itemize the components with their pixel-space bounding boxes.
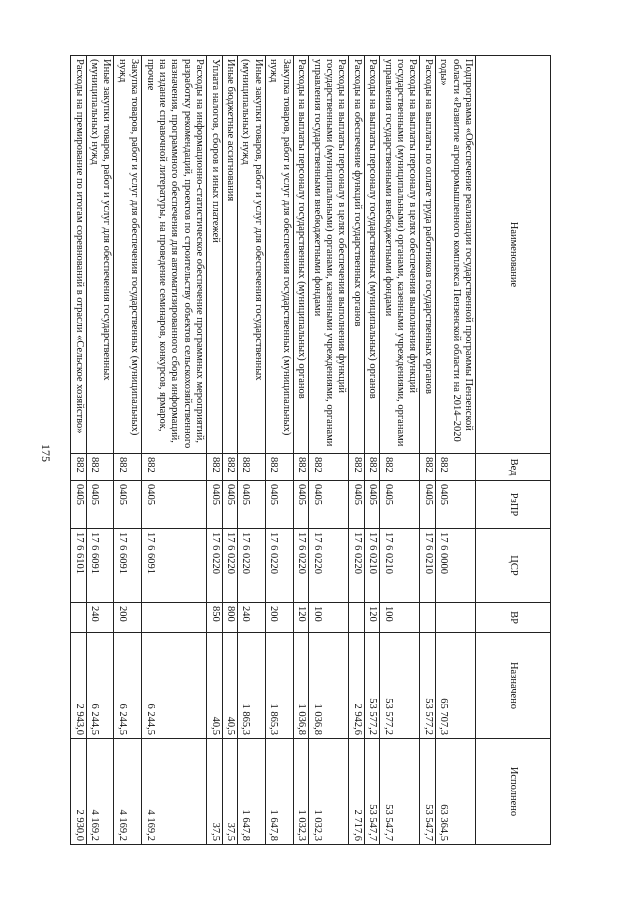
cell-vr: 200 <box>265 603 293 633</box>
cell-rzpr: 0405 <box>265 481 293 529</box>
cell-executed: 4 169,2 <box>142 739 207 845</box>
cell-vr: 100 <box>309 603 349 633</box>
col-header-executed: Исполнено <box>476 739 551 845</box>
cell-name: Подпрограмма «Обеспечение реализации государственной программы Пензенской области «Развитие агропромышленного комплекса Пензенской области на 2014–2020 годы» <box>435 56 475 454</box>
cell-assigned: 1 036,8 <box>293 633 308 739</box>
table-body <box>71 56 476 845</box>
cell-name: Иные бюджетные ассигнования <box>222 56 237 454</box>
cell-ved: 882 <box>238 454 266 481</box>
cell-assigned: 2 942,6 <box>349 633 364 739</box>
cell-rzpr: 0405 <box>380 481 420 529</box>
cell-vr <box>71 603 86 633</box>
cell-csr: 17 6 0220 <box>207 529 222 603</box>
cell-executed: 4 169,2 <box>114 739 142 845</box>
cell-executed: 37,5 <box>222 739 237 845</box>
cell-name: Расходы на выплаты персоналу в целях обеспечения выполнения функций государственными (муниципальными) органами, казенными учреждениями, органами управления государственными внебюджетными фондами <box>380 56 420 454</box>
cell-vr: 850 <box>207 603 222 633</box>
cell-name: Иные закупки товаров, работ и услуг для обеспечения государственных (муниципальных) нужд <box>238 56 266 454</box>
cell-name: Расходы на выплаты персоналу государственных (муниципальных) органов <box>364 56 379 454</box>
cell-ved: 882 <box>420 454 435 481</box>
cell-csr: 17 6 6091 <box>86 529 114 603</box>
table-row <box>265 56 293 845</box>
col-header-rzpr: РзПР <box>476 481 551 529</box>
cell-name: Закупка товаров, работ и услуг для обеспечения государственных (муниципальных) нужд <box>114 56 142 454</box>
cell-executed: 63 364,5 <box>435 739 475 845</box>
cell-csr: 17 6 6091 <box>142 529 207 603</box>
table-row <box>293 56 308 845</box>
col-header-vr: ВР <box>476 603 551 633</box>
cell-rzpr: 0405 <box>238 481 266 529</box>
cell-csr: 17 6 0210 <box>420 529 435 603</box>
cell-rzpr: 0405 <box>364 481 379 529</box>
cell-assigned: 6 244,5 <box>142 633 207 739</box>
table-row <box>420 56 435 845</box>
cell-executed: 1 032,3 <box>309 739 349 845</box>
cell-vr: 240 <box>238 603 266 633</box>
cell-vr: 800 <box>222 603 237 633</box>
cell-ved: 882 <box>114 454 142 481</box>
cell-ved: 882 <box>309 454 349 481</box>
cell-csr: 17 6 6101 <box>71 529 86 603</box>
table-row <box>86 56 114 845</box>
cell-rzpr: 0405 <box>222 481 237 529</box>
cell-name: Расходы на выплаты персоналу в целях обеспечения выполнения функций государственными (муниципальными) органами, казенными учреждениями, органами управления государственными внебюджетными фондами <box>309 56 349 454</box>
cell-csr: 17 6 0220 <box>293 529 308 603</box>
cell-csr: 17 6 0210 <box>380 529 420 603</box>
cell-rzpr: 0405 <box>71 481 86 529</box>
cell-vr: 240 <box>86 603 114 633</box>
cell-rzpr: 0405 <box>435 481 475 529</box>
cell-name: Расходы на выплаты по оплате труда работников государственных органов <box>420 56 435 454</box>
cell-executed: 53 547,7 <box>364 739 379 845</box>
cell-csr: 17 6 0220 <box>309 529 349 603</box>
cell-name: Расходы на обеспечение функций государственных органов <box>349 56 364 454</box>
cell-ved: 882 <box>364 454 379 481</box>
cell-csr: 17 6 0220 <box>238 529 266 603</box>
table-row <box>380 56 420 845</box>
table-row <box>238 56 266 845</box>
cell-ved: 882 <box>86 454 114 481</box>
cell-ved: 882 <box>265 454 293 481</box>
cell-rzpr: 0405 <box>86 481 114 529</box>
table-row <box>309 56 349 845</box>
cell-ved: 882 <box>71 454 86 481</box>
table-row <box>349 56 364 845</box>
cell-executed: 1 647,8 <box>265 739 293 845</box>
cell-csr: 17 6 0000 <box>435 529 475 603</box>
cell-rzpr: 0405 <box>114 481 142 529</box>
cell-name: Уплата налогов, сборов и иных платежей <box>207 56 222 454</box>
cell-ved: 882 <box>222 454 237 481</box>
cell-vr <box>142 603 207 633</box>
cell-name: Расходы на информационно-статистическое обеспечение программных мероприятий, разработку рекомендаций, проектов по строительству объектов сельскохозяйственного назначения, программного обеспечения для автоматизированного сбора информаций, на издание справочной литературы, на проведение семинаров, конкурсов, ярмарок, прочие <box>142 56 207 454</box>
cell-assigned: 1 865,3 <box>238 633 266 739</box>
cell-executed: 4 169,2 <box>86 739 114 845</box>
cell-ved: 882 <box>380 454 420 481</box>
cell-executed: 53 547,7 <box>420 739 435 845</box>
cell-ved: 882 <box>435 454 475 481</box>
table-row <box>222 56 237 845</box>
cell-ved: 882 <box>142 454 207 481</box>
cell-executed: 1 647,8 <box>238 739 266 845</box>
col-header-csr: ЦСР <box>476 529 551 603</box>
cell-name: Расходы на выплаты персоналу государственных (муниципальных) органов <box>293 56 308 454</box>
budget-table <box>70 55 551 845</box>
cell-assigned: 40,5 <box>207 633 222 739</box>
table-row <box>435 56 475 845</box>
col-header-ved: Вед <box>476 454 551 481</box>
cell-assigned: 53 577,2 <box>420 633 435 739</box>
cell-vr: 200 <box>114 603 142 633</box>
cell-assigned: 2 943,0 <box>71 633 86 739</box>
cell-ved: 882 <box>293 454 308 481</box>
cell-name: Расходы на премирование по итогам соревнований в отрасли «Сельское хозяйство» <box>71 56 86 454</box>
cell-vr: 100 <box>380 603 420 633</box>
table-row <box>71 56 86 845</box>
rotated-table-wrapper <box>73 55 551 844</box>
cell-ved: 882 <box>349 454 364 481</box>
table-row <box>142 56 207 845</box>
cell-rzpr: 0405 <box>349 481 364 529</box>
cell-name: Иные закупки товаров, работ и услуг для обеспечения государственных (муниципальных) нужд <box>86 56 114 454</box>
table-row <box>364 56 379 845</box>
cell-csr: 17 6 0210 <box>364 529 379 603</box>
col-header-name: Наименование <box>476 56 551 454</box>
cell-rzpr: 0405 <box>420 481 435 529</box>
cell-assigned: 53 577,2 <box>364 633 379 739</box>
cell-rzpr: 0405 <box>142 481 207 529</box>
table-row <box>114 56 142 845</box>
table-header-row <box>476 56 551 845</box>
cell-assigned: 1 865,3 <box>265 633 293 739</box>
cell-assigned: 40,5 <box>222 633 237 739</box>
page-number: 175 <box>39 444 53 462</box>
cell-assigned: 53 577,2 <box>380 633 420 739</box>
cell-csr: 17 6 0220 <box>265 529 293 603</box>
cell-csr: 17 6 0220 <box>349 529 364 603</box>
cell-assigned: 65 707,3 <box>435 633 475 739</box>
col-header-assigned: Назначено <box>476 633 551 739</box>
cell-vr <box>435 603 475 633</box>
cell-vr <box>420 603 435 633</box>
cell-rzpr: 0405 <box>207 481 222 529</box>
cell-vr <box>349 603 364 633</box>
cell-assigned: 6 244,5 <box>114 633 142 739</box>
cell-ved: 882 <box>207 454 222 481</box>
cell-executed: 2 717,6 <box>349 739 364 845</box>
table-row <box>207 56 222 845</box>
cell-rzpr: 0405 <box>309 481 349 529</box>
cell-csr: 17 6 0220 <box>222 529 237 603</box>
cell-vr: 120 <box>364 603 379 633</box>
cell-executed: 53 547,7 <box>380 739 420 845</box>
cell-assigned: 1 036,8 <box>309 633 349 739</box>
cell-executed: 37,5 <box>207 739 222 845</box>
cell-rzpr: 0405 <box>293 481 308 529</box>
cell-executed: 2 930,0 <box>71 739 86 845</box>
cell-vr: 120 <box>293 603 308 633</box>
cell-executed: 1 032,3 <box>293 739 308 845</box>
cell-assigned: 6 244,5 <box>86 633 114 739</box>
cell-csr: 17 6 6091 <box>114 529 142 603</box>
cell-name: Закупка товаров, работ и услуг для обеспечения государственных (муниципальных) нужд <box>265 56 293 454</box>
